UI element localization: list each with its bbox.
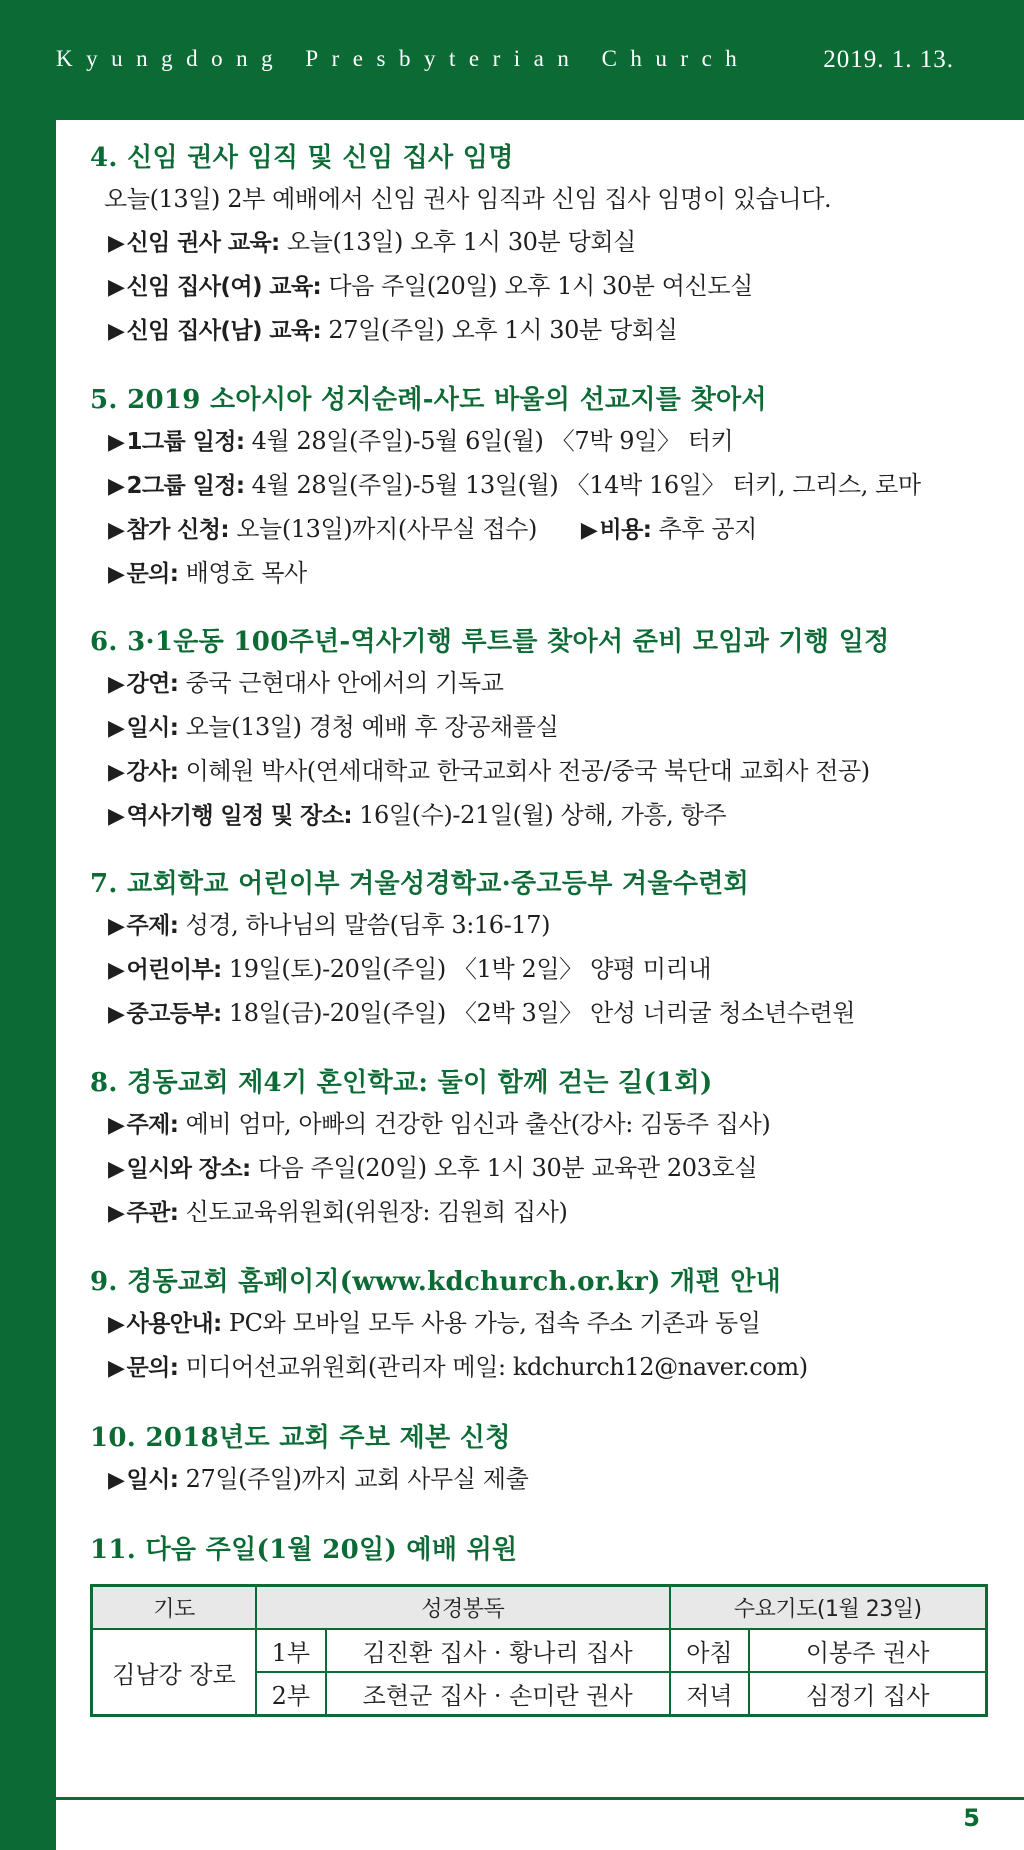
item-text: 신도교육위원회(위원장: 김원희 집사) xyxy=(185,1198,568,1226)
section-pilgrimage xyxy=(90,380,1010,596)
list-item xyxy=(90,662,1010,706)
service-cell: 2부 xyxy=(256,1672,326,1716)
list-item xyxy=(90,508,1010,552)
item-text: 오늘(13일)까지(사무실 접수) xyxy=(236,515,537,543)
time-cell: 아침 xyxy=(670,1629,750,1672)
list-item xyxy=(90,1191,1010,1235)
triangle-bullet-icon: ▶ xyxy=(108,518,125,543)
item-text: 예비 엄마, 아빠의 건강한 임신과 출산(강사: 김동주 집사) xyxy=(185,1110,771,1138)
list-item xyxy=(90,552,1010,596)
item-label: 신임 권사 교육: xyxy=(126,230,280,256)
section-marriage-school xyxy=(90,1063,1010,1235)
item-text: 27일(주일) 오후 1시 30분 당회실 xyxy=(328,316,678,344)
list-item xyxy=(90,221,1010,265)
item-text: 19일(토)-20일(주일) 〈1박 2일〉 양평 미리내 xyxy=(228,955,712,983)
column-header-scripture: 성경봉독 xyxy=(256,1586,670,1630)
column-header-wednesday-prayer: 수요기도(1월 23일) xyxy=(670,1586,987,1630)
item-text: 다음 주일(20일) 오후 1시 30분 여신도실 xyxy=(328,272,753,300)
page-number: 5 xyxy=(963,1804,980,1832)
item-label: 일시와 장소: xyxy=(126,1156,251,1182)
triangle-bullet-icon: ▶ xyxy=(108,672,125,697)
section-title: 9. 경동교회 홈페이지(www.kdchurch.or.kr) 개편 안내 xyxy=(90,1267,782,1297)
item-label: 참가 신청: xyxy=(126,517,230,543)
triangle-bullet-icon: ▶ xyxy=(108,1157,125,1182)
triangle-bullet-icon: ▶ xyxy=(108,914,125,939)
list-item xyxy=(90,904,1010,948)
list-item xyxy=(90,1346,1010,1390)
item-label: 문의: xyxy=(126,1355,179,1381)
item-text: 이혜원 박사(연세대학교 한국교회사 전공/중국 북단대 교회사 전공) xyxy=(185,757,870,785)
readers-cell: 조현군 집사 · 손미란 권사 xyxy=(326,1672,670,1716)
section-winter-school xyxy=(90,864,1010,1036)
item-text: 성경, 하나님의 말씀(딤후 3:16-17) xyxy=(185,911,551,939)
item-label: 문의: xyxy=(126,561,179,587)
item-text: 4월 28일(주일)-5월 13일(월) 〈14박 16일〉 터키, 그리스, 로마 xyxy=(251,471,921,499)
triangle-bullet-icon: ▶ xyxy=(108,319,125,344)
triangle-bullet-icon: ▶ xyxy=(108,958,125,983)
triangle-bullet-icon: ▶ xyxy=(108,1113,125,1138)
triangle-bullet-icon: ▶ xyxy=(108,1468,125,1493)
section-title: 8. 경동교회 제4기 혼인학교: 둘이 함께 걷는 길(1회) xyxy=(90,1068,713,1098)
section-title: 6. 3·1운동 100주년-역사기행 루트를 찾아서 준비 모임과 기행 일정 xyxy=(90,627,890,657)
section-title: 5. 2019 소아시아 성지순례-사도 바울의 선교지를 찾아서 xyxy=(90,385,767,415)
item-label: 주관: xyxy=(126,1200,179,1226)
triangle-bullet-icon: ▶ xyxy=(108,275,125,300)
item-label: 강연: xyxy=(126,671,179,697)
item-text: 오늘(13일) 경청 예배 후 장공채플실 xyxy=(185,713,559,741)
item-text: 16일(수)-21일(월) 상해, 가흥, 항주 xyxy=(359,801,727,829)
prayer-leader-cell: 김남강 장로 xyxy=(92,1629,256,1716)
list-item xyxy=(90,464,1010,508)
item-text: 27일(주일)까지 교회 사무실 제출 xyxy=(185,1465,529,1493)
section-history-tour xyxy=(90,622,1010,838)
list-item xyxy=(90,750,1010,794)
list-item xyxy=(90,706,1010,750)
triangle-bullet-icon: ▶ xyxy=(108,231,125,256)
item-label: 중고등부: xyxy=(126,1001,222,1027)
item-text: 배영호 목사 xyxy=(185,559,307,587)
list-item xyxy=(90,1458,1010,1502)
triangle-bullet-icon: ▶ xyxy=(108,1312,125,1337)
item-label: 주제: xyxy=(126,913,179,939)
item-label: 주제: xyxy=(126,1112,179,1138)
column-header-prayer: 기도 xyxy=(92,1586,256,1630)
list-item xyxy=(90,420,1010,464)
list-item xyxy=(90,1302,1010,1346)
section-title: 7. 교회학교 어린이부 겨울성경학교·중고등부 겨울수련회 xyxy=(90,869,750,899)
item-text: 중국 근현대사 안에서의 기독교 xyxy=(185,669,504,697)
list-item xyxy=(90,309,1010,353)
section-title: 11. 다음 주일(1월 20일) 예배 위원 xyxy=(90,1535,518,1565)
table-header-row xyxy=(92,1586,987,1630)
section-title: 4. 신임 권사 임직 및 신임 집사 임명 xyxy=(90,143,514,173)
section-worship-committee xyxy=(90,1530,1010,1570)
item-label: 역사기행 일정 및 장소: xyxy=(126,803,352,829)
item-text: 4월 28일(주일)-5월 6일(월) 〈7박 9일〉 터키 xyxy=(251,427,734,455)
time-cell: 저녁 xyxy=(670,1672,750,1716)
triangle-bullet-icon: ▶ xyxy=(108,1356,125,1381)
worship-committee-table xyxy=(90,1584,988,1717)
triangle-bullet-icon: ▶ xyxy=(108,804,125,829)
item-label: 1그룹 일정: xyxy=(126,429,245,455)
item-text: 오늘(13일) 오후 1시 30분 당회실 xyxy=(286,228,636,256)
triangle-bullet-icon: ▶ xyxy=(108,474,125,499)
triangle-bullet-icon: ▶ xyxy=(108,562,125,587)
item-text: PC와 모바일 모두 사용 가능, 접속 주소 기존과 동일 xyxy=(228,1309,761,1337)
bulletin-content xyxy=(56,120,1024,1780)
table-row xyxy=(92,1629,987,1672)
item-label: 일시: xyxy=(126,1467,179,1493)
wednesday-prayer-cell: 심정기 집사 xyxy=(749,1672,986,1716)
item-label: 신임 집사(남) 교육: xyxy=(126,318,322,344)
bulletin-date: 2019. 1. 13. xyxy=(823,46,954,73)
item-label: 2그룹 일정: xyxy=(126,473,245,499)
left-margin-band xyxy=(0,0,56,1850)
section-intro: 오늘(13일) 2부 예배에서 신임 권사 임직과 신임 집사 임명이 있습니다. xyxy=(104,185,832,213)
section-homepage xyxy=(90,1262,1010,1390)
item-text: 다음 주일(20일) 오후 1시 30분 교육관 203호실 xyxy=(257,1154,758,1182)
section-new-officers xyxy=(90,138,1010,353)
list-item xyxy=(90,265,1010,309)
item-text: 미디어선교위원회(관리자 메일: kdchurch12@naver.com) xyxy=(185,1353,808,1381)
footer-divider xyxy=(56,1797,1024,1800)
list-item xyxy=(90,948,1010,992)
list-item xyxy=(90,1147,1010,1191)
triangle-bullet-icon: ▶ xyxy=(108,430,125,455)
readers-cell: 김진환 집사 · 황나리 집사 xyxy=(326,1629,670,1672)
triangle-bullet-icon: ▶ xyxy=(108,760,125,785)
item-label: 비용: xyxy=(599,517,652,543)
service-cell: 1부 xyxy=(256,1629,326,1672)
item-label: 일시: xyxy=(126,715,179,741)
triangle-bullet-icon: ▶ xyxy=(580,518,598,543)
item-text: 18일(금)-20일(주일) 〈2박 3일〉 안성 너리굴 청소년수련원 xyxy=(228,999,856,1027)
list-item xyxy=(90,992,1010,1036)
item-label: 사용안내: xyxy=(126,1311,222,1337)
section-title: 10. 2018년도 교회 주보 제본 신청 xyxy=(90,1423,511,1453)
list-item xyxy=(90,794,1010,838)
list-item xyxy=(90,1103,1010,1147)
triangle-bullet-icon: ▶ xyxy=(108,716,125,741)
section-bulletin-binding xyxy=(90,1418,1010,1502)
triangle-bullet-icon: ▶ xyxy=(108,1002,125,1027)
item-label: 강사: xyxy=(126,759,179,785)
church-name: Kyungdong Presbyterian Church xyxy=(56,46,751,71)
item-text: 추후 공지 xyxy=(658,515,757,543)
wednesday-prayer-cell: 이봉주 권사 xyxy=(749,1629,986,1672)
item-label: 신임 집사(여) 교육: xyxy=(126,274,322,300)
item-label: 어린이부: xyxy=(126,957,222,983)
triangle-bullet-icon: ▶ xyxy=(108,1201,125,1226)
